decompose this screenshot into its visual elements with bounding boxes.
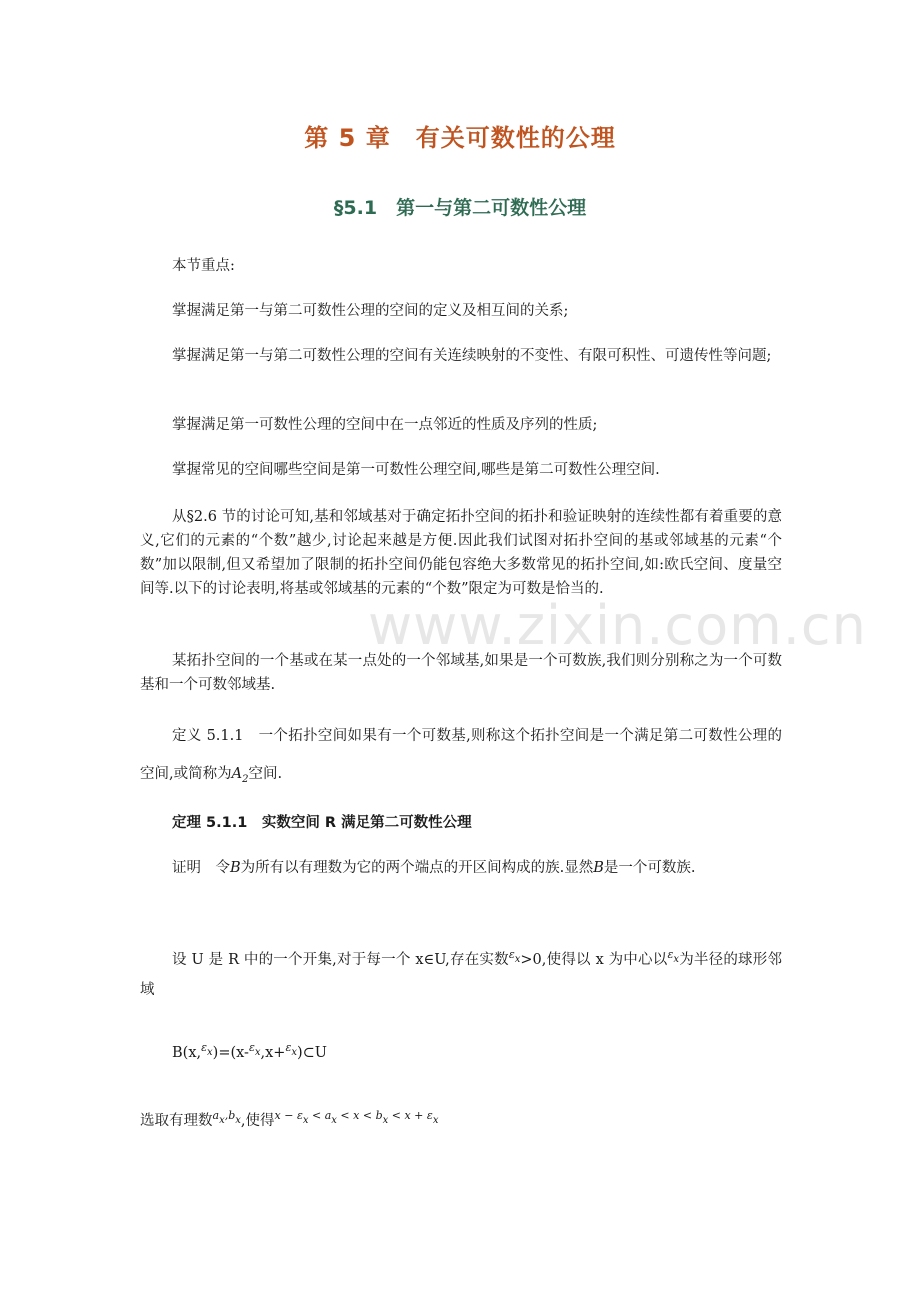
proof-paragraph: 证明 令B为所有以有理数为它的两个端点的开区间构成的族.显然B是一个可数族. xyxy=(172,860,696,876)
paragraph-countable-base: 某拓扑空间的一个基或在某一点处的一个邻域基,如果是一个可数族,我们则分别称之为一个可数基和一个可数邻域基. xyxy=(140,653,782,693)
open-set-paragraph: 设 U 是 R 中的一个开集,对于每一个 x∈U,存在实数$^{\varepsilon x}$>0,使得以 x 为中心以$^{\varepsilon x}$为半径的球形邻域 xyxy=(140,948,782,998)
focus-label: 本节重点: xyxy=(172,258,235,274)
watermark: www.zixin.com.cn xyxy=(368,594,867,657)
epsilon-x-symbol: εx xyxy=(201,1041,213,1058)
focus-item-1: 掌握满足第一与第二可数性公理的空间的定义及相互间的关系; xyxy=(172,303,569,319)
definition-5-1-1 xyxy=(140,717,782,799)
epsilon-x-symbol: εx xyxy=(667,948,679,965)
epsilon-x-symbol: εx xyxy=(508,948,521,965)
inequality-formula: x − εx < ax < x < bx < x + εx xyxy=(274,1109,439,1126)
epsilon-x-symbol: εx xyxy=(285,1041,297,1058)
chapter-title: 第 5 章 有关可数性的公理 xyxy=(304,124,616,152)
definition-text: 定义 5.1.1 一个拓扑空间如果有一个可数基,则称这个拓扑空间是一个满足第二可数性公理的空间,或简称为 xyxy=(140,728,782,782)
rational-choice-line: 选取有理数$^{ax,bx}$,使得$^{x - \varepsilon x < ax < x < bx < x + \varepsilon x}$ xyxy=(140,1109,439,1129)
epsilon-x-symbol: εx xyxy=(248,1041,261,1058)
focus-item-4: 掌握常见的空间哪些空间是第一可数性公理空间,哪些是第二可数性公理空间. xyxy=(172,462,660,478)
section-title: §5.1 第一与第二可数性公理 xyxy=(333,197,587,219)
definition-tail: 空间. xyxy=(248,766,283,782)
theorem-5-1-1: 定理 5.1.1 实数空间 R 满足第二可数性公理 xyxy=(172,815,472,831)
focus-item-3: 掌握满足第一可数性公理的空间中在一点邻近的性质及序列的性质; xyxy=(172,417,598,433)
a2-symbol: $A_2$ xyxy=(231,766,249,785)
paragraph-bases: 从§2.6 节的讨论可知,基和邻域基对于确定拓扑空间的拓扑和验证映射的连续性都有着重要的意义,它们的元素的“个数”越少,讨论起来越是方便.因此我们试图对拓扑空间的基或邻域基的元素“个数”加以限制,但又希望加了限制的拓扑空间仍能包容绝大多数常见的拓扑空间,如:欧氏空间、度量空间等.以下的讨论表明,将基或邻域基的元素的“个数”限定为可数是恰当的. xyxy=(140,509,782,597)
b-x-symbol: bx xyxy=(228,1109,241,1126)
focus-item-2: 掌握满足第一与第二可数性公理的空间有关连续映射的不变性、有限可积性、可遗传性等问题; xyxy=(172,348,772,364)
a-x-symbol: ax xyxy=(212,1109,225,1126)
ball-formula: B(x,$^{\varepsilon x}$)=(x-$^{\varepsilon x}$,x+$^{\varepsilon x}$)⊂U xyxy=(172,1041,328,1061)
